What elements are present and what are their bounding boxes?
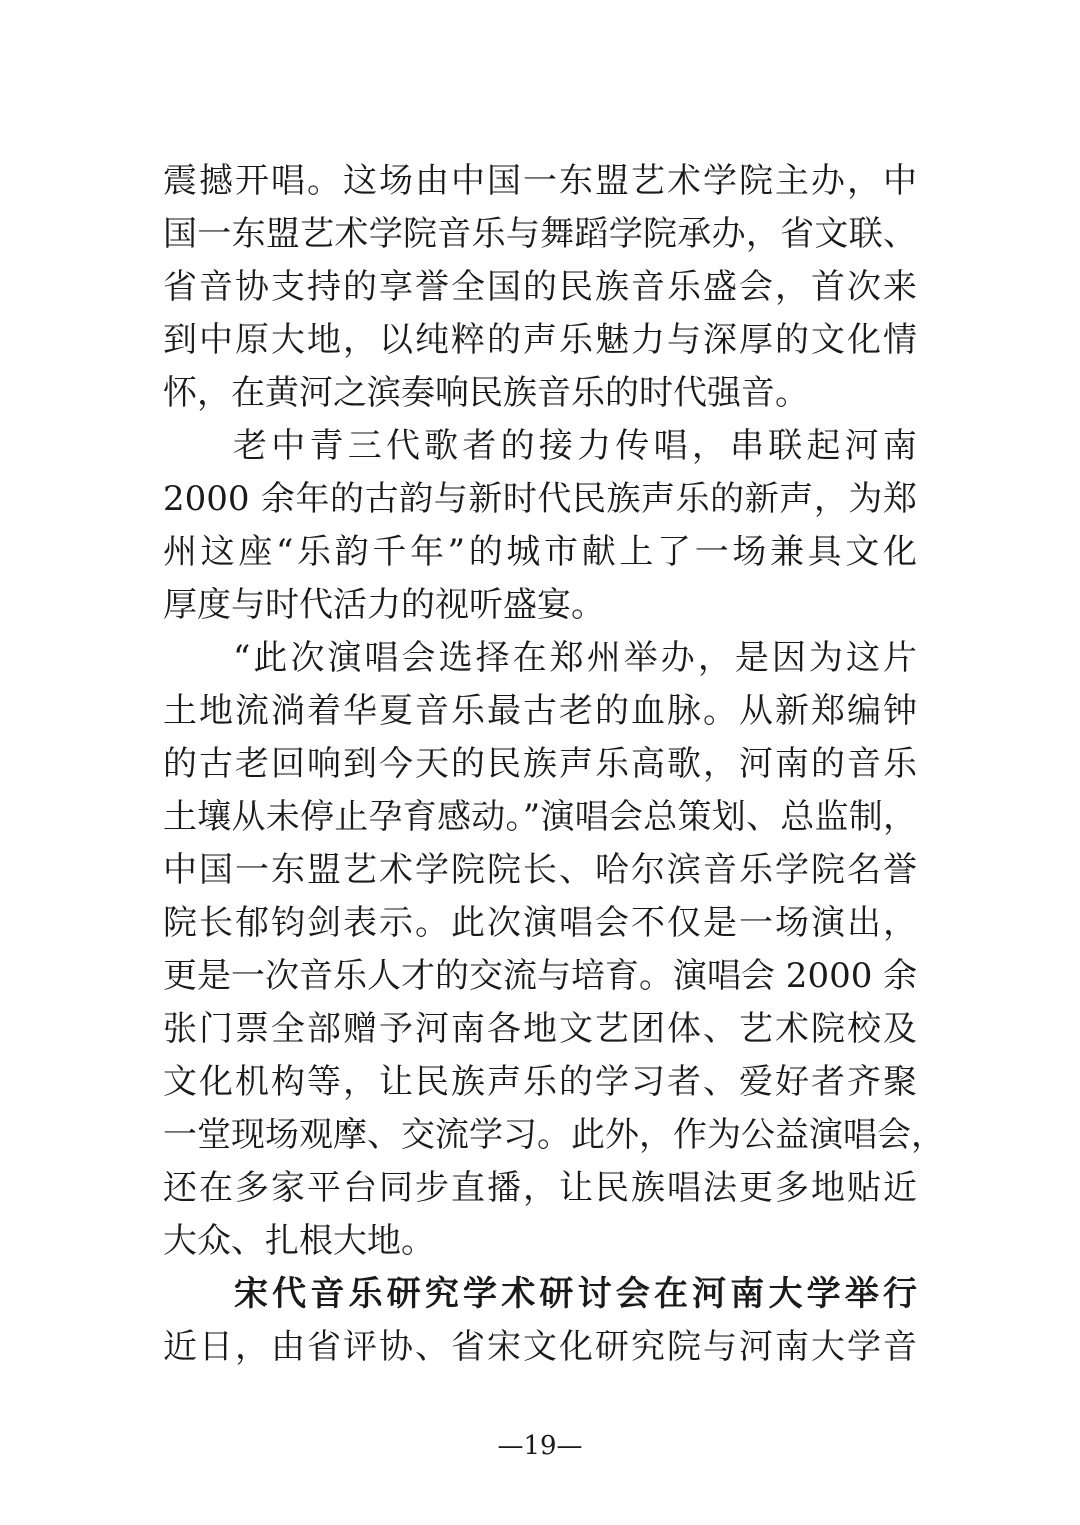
- text-line: 还在多家平台同步直播，让民族唱法更多地贴近: [163, 1168, 917, 1208]
- text-line: 更是一次音乐人才的交流与培育。演唱会 2000 余: [163, 956, 918, 996]
- text-line: 怀，在黄河之滨奏响民族音乐的时代强音。: [163, 373, 809, 413]
- section-heading: 宋代音乐研究学术研讨会在河南大学举行: [234, 1274, 917, 1314]
- text-line: 土地流淌着华夏音乐最古老的血脉。从新郑编钟: [163, 691, 917, 731]
- text-line: 震撼开唱。这场由中国一东盟艺术学院主办，中: [163, 161, 917, 201]
- text-line: 中国一东盟艺术学院院长、哈尔滨音乐学院名誉: [163, 850, 917, 890]
- text-line: 老中青三代歌者的接力传唱，串联起河南: [233, 426, 917, 466]
- text-line: 国一东盟艺术学院音乐与舞蹈学院承办，省文联、: [163, 214, 917, 254]
- text-line: 近日，由省评协、省宋文化研究院与河南大学音: [163, 1327, 917, 1367]
- text-line: 州这座“乐韵千年”的城市献上了一场兼具文化: [163, 532, 917, 572]
- section-body: [163, 1321, 917, 1374]
- page-number: —19—: [497, 1431, 583, 1461]
- text-line: “此次演唱会选择在郑州举办，是因为这片: [233, 638, 917, 678]
- text-line: 大众、扎根大地。: [163, 1221, 435, 1261]
- text-line: 文化机构等，让民族声乐的学习者、爱好者齐聚: [163, 1062, 917, 1102]
- text-line: 厚度与时代活力的视听盛宴。: [163, 585, 605, 625]
- text-line: 省音协支持的享誉全国的民族音乐盛会，首次来: [163, 267, 917, 307]
- article-body: [163, 155, 945, 1268]
- text-line: 张门票全部赠予河南各地文艺团体、艺术院校及: [163, 1009, 917, 1049]
- text-line: 的古老回响到今天的民族声乐高歌，河南的音乐: [163, 744, 917, 784]
- text-line: 2000 余年的古韵与新时代民族声乐的新声，为郑: [163, 479, 917, 519]
- text-line: 到中原大地，以纯粹的声乐魅力与深厚的文化情: [163, 320, 917, 360]
- text-line: 一堂现场观摩、交流学习。此外，作为公益演唱会，: [163, 1115, 945, 1155]
- text-line: 院长郁钧剑表示。此次演唱会不仅是一场演出，: [163, 903, 917, 943]
- text-line: 土壤从未停止孕育感动。”演唱会总策划、总监制，: [163, 797, 917, 837]
